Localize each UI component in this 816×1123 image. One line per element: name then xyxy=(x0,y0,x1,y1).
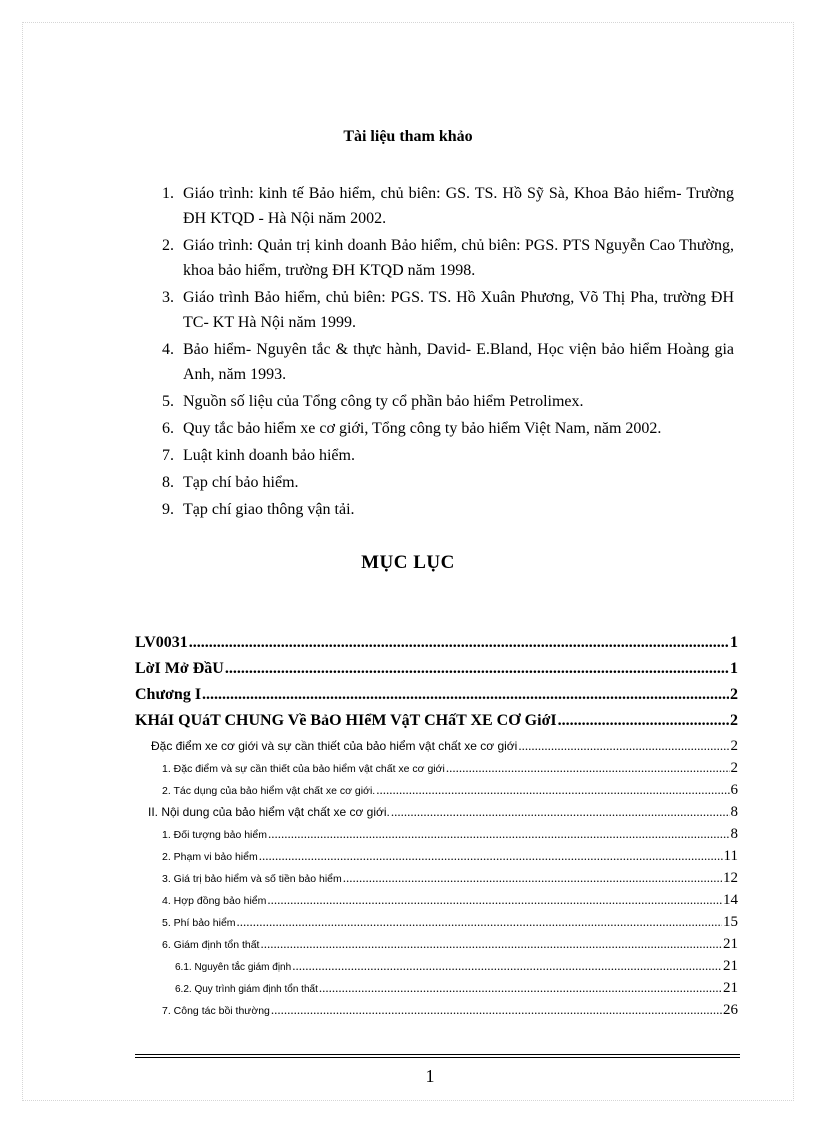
toc-entry-page: 8 xyxy=(730,804,738,820)
reference-number: 5. xyxy=(162,393,174,410)
reference-item xyxy=(162,285,734,335)
toc-entry[interactable] xyxy=(135,870,738,892)
toc-leader xyxy=(189,634,729,652)
reference-text: Tạp chí giao thông vận tải. xyxy=(183,501,355,518)
toc-entry-text: KHáI QUáT CHUNG Về BảO HIểM VậT CHấT XE CƠ GiớI xyxy=(135,712,557,729)
references-list xyxy=(162,181,734,524)
reference-number: 9. xyxy=(162,501,174,518)
reference-text: Giáo trình: kinh tế Bảo hiểm, chủ biên: GS. TS. Hồ Sỹ Sà, Khoa Bảo hiểm- Trường ĐH KTQD - Hà Nội năm 2002. xyxy=(183,185,734,227)
reference-text: Tạp chí bảo hiểm. xyxy=(183,474,299,491)
toc-leader xyxy=(446,760,730,776)
reference-number: 4. xyxy=(162,341,174,358)
toc-leader xyxy=(376,782,729,798)
toc-entry-page: 15 xyxy=(723,914,738,930)
toc-leader xyxy=(271,1002,722,1018)
toc-leader xyxy=(558,712,729,730)
toc-entry-text: 7. Công tác bồi thường xyxy=(162,1005,270,1017)
footer-divider xyxy=(135,1054,740,1058)
reference-text: Giáo trình Bảo hiểm, chủ biên: PGS. TS. Hồ Xuân Phương, Võ Thị Pha, trường ĐH TC- KT Hà Nội năm 1999. xyxy=(183,289,734,331)
reference-number: 1. xyxy=(162,185,174,202)
toc-entry[interactable] xyxy=(135,826,738,848)
toc-leader xyxy=(343,870,722,886)
toc-entry[interactable] xyxy=(135,660,738,686)
toc-entry[interactable] xyxy=(135,760,738,782)
toc-entry-page: 12 xyxy=(723,870,738,886)
toc-leader xyxy=(292,958,722,974)
toc-entry-page: 21 xyxy=(723,936,738,952)
toc-entry-text: 6.1. Nguyên tắc giám định xyxy=(175,962,292,973)
toc-leader xyxy=(268,826,730,842)
reference-number: 3. xyxy=(162,289,174,306)
toc-entry-page: 2 xyxy=(730,712,738,729)
toc-entry-text: Chương I xyxy=(135,686,202,703)
toc-entry-text: 1. Đối tượng bảo hiểm xyxy=(162,829,267,841)
page-number: 1 xyxy=(425,1066,435,1086)
toc-entry-text: 2. Phạm vi bảo hiểm xyxy=(162,851,258,863)
toc-entry-text: LV0031 xyxy=(135,634,188,651)
toc-entry[interactable] xyxy=(135,936,738,958)
toc-entry-page: 2 xyxy=(730,760,738,776)
toc-entry-text: 6.2. Quy trình giám định tổn thất xyxy=(175,984,318,995)
reference-text: Luật kinh doanh bảo hiểm. xyxy=(183,447,355,464)
toc-entry[interactable] xyxy=(135,634,738,660)
toc-leader xyxy=(259,848,723,864)
reference-number: 6. xyxy=(162,420,174,437)
toc-entry-page: 8 xyxy=(730,826,738,842)
toc-entry-text: LờI Mở ĐầU xyxy=(135,660,224,677)
toc-leader xyxy=(518,738,729,754)
toc-leader xyxy=(237,914,722,930)
table-of-contents xyxy=(135,634,738,1024)
toc-entry[interactable] xyxy=(135,892,738,914)
toc-entry-page: 14 xyxy=(723,892,738,908)
reference-item xyxy=(162,470,734,495)
reference-text: Quy tắc bảo hiểm xe cơ giới, Tổng công ty bảo hiểm Việt Nam, năm 2002. xyxy=(183,420,662,437)
toc-entry-page: 21 xyxy=(723,958,738,974)
reference-text: Giáo trình: Quản trị kinh doanh Bảo hiểm, chủ biên: PGS. PTS Nguyễn Cao Thường, khoa bảo hiểm, trường ĐH KTQD năm 1998. xyxy=(183,237,734,279)
toc-entry[interactable] xyxy=(135,848,738,870)
toc-entry-page: 2 xyxy=(730,738,738,754)
toc-title: MỤC LỤC xyxy=(361,552,455,573)
toc-entry-text: II. Nội dung của bảo hiểm vật chất xe cơ giới. xyxy=(148,805,390,819)
toc-entry-page: 6 xyxy=(730,782,738,798)
toc-leader xyxy=(202,686,729,704)
toc-entry[interactable] xyxy=(135,1002,738,1024)
toc-entry[interactable] xyxy=(135,686,738,712)
toc-entry-text: Đặc điểm xe cơ giới và sự cần thiết của bảo hiểm vật chất xe cơ giới xyxy=(151,739,518,753)
references-title: Tài liệu tham khảo xyxy=(343,128,473,145)
toc-entry-page: 21 xyxy=(723,980,738,996)
reference-item xyxy=(162,443,734,468)
toc-entry[interactable] xyxy=(135,782,738,804)
toc-entry[interactable] xyxy=(135,980,738,1002)
toc-entry-text: 1. Đặc điểm và sự cần thiết của bảo hiểm vật chất xe cơ giới xyxy=(162,763,445,775)
toc-leader xyxy=(391,804,730,820)
reference-text: Bảo hiểm- Nguyên tắc & thực hành, David- E.Bland, Học viện bảo hiểm Hoàng gia Anh, năm 1993. xyxy=(183,341,734,383)
toc-entry-page: 26 xyxy=(723,1002,738,1018)
toc-entry[interactable] xyxy=(135,804,738,826)
toc-entry-text: 2. Tác dụng của bảo hiểm vật chất xe cơ giới. xyxy=(162,785,376,797)
toc-entry-text: 5. Phí bảo hiểm xyxy=(162,917,236,929)
reference-number: 8. xyxy=(162,474,174,491)
toc-leader xyxy=(319,980,722,996)
toc-entry-page: 1 xyxy=(730,660,738,677)
toc-entry-page: 1 xyxy=(730,634,738,651)
toc-leader xyxy=(260,936,722,952)
toc-entry-text: 4. Hợp đồng bảo hiểm xyxy=(162,895,267,907)
toc-entry-page: 11 xyxy=(723,848,738,864)
toc-entry-text: 3. Giá trị bảo hiểm và số tiền bảo hiểm xyxy=(162,873,342,885)
reference-item xyxy=(162,233,734,283)
toc-entry-text: 6. Giám định tổn thất xyxy=(162,939,260,951)
toc-entry[interactable] xyxy=(135,958,738,980)
toc-entry-page: 2 xyxy=(730,686,738,703)
reference-number: 2. xyxy=(162,237,174,254)
toc-entry[interactable] xyxy=(135,738,738,760)
toc-leader xyxy=(225,660,729,678)
reference-text: Nguồn số liệu của Tổng công ty cổ phần bảo hiểm Petrolimex. xyxy=(183,393,584,410)
reference-item xyxy=(162,497,734,522)
reference-item xyxy=(162,416,734,441)
reference-item xyxy=(162,389,734,414)
reference-item xyxy=(162,337,734,387)
toc-leader xyxy=(267,892,722,908)
reference-number: 7. xyxy=(162,447,174,464)
toc-entry[interactable] xyxy=(135,914,738,936)
toc-entry[interactable] xyxy=(135,712,738,738)
reference-item xyxy=(162,181,734,231)
